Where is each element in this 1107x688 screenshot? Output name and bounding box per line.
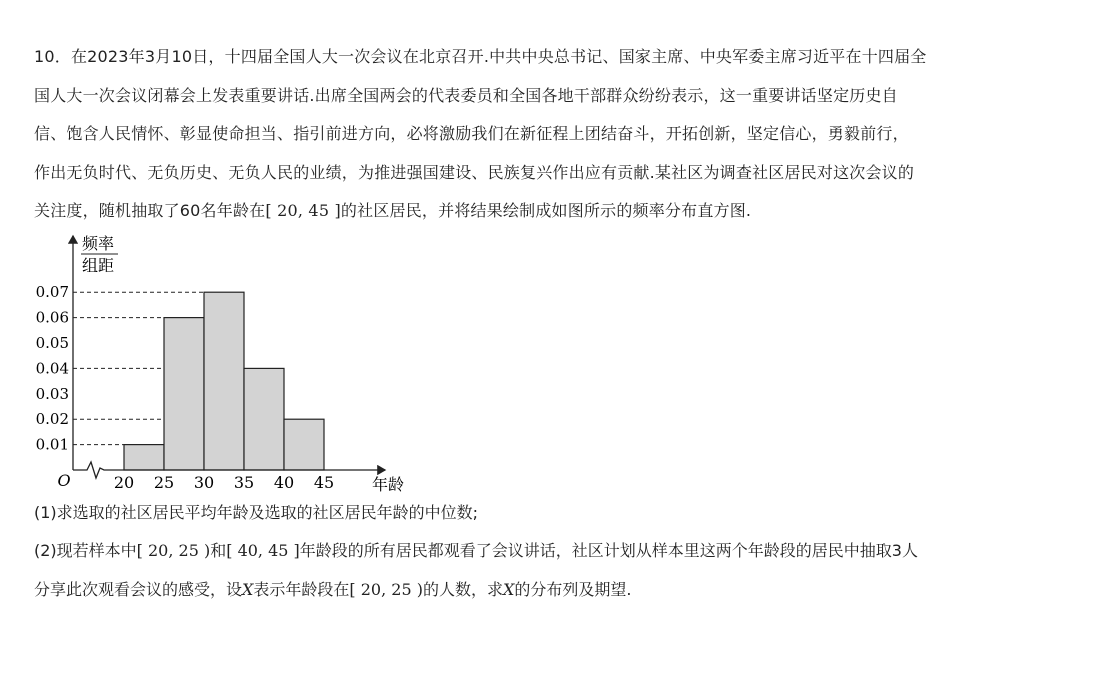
histogram-bars	[124, 292, 324, 470]
histogram-bar	[204, 292, 244, 470]
x-tick-label: 20	[113, 473, 135, 492]
problem-line-3: 信、饱含人民情怀、彰显使命担当、指引前进方向，必将激励我们在新征程上团结奋斗，开拓创新，坚定信心，勇毅前行，	[34, 124, 909, 143]
problem-text	[34, 38, 1084, 231]
origin-label: O	[57, 471, 71, 490]
interval-20-25: [ 20, 25 )	[136, 541, 211, 560]
y-tick-labels	[36, 283, 69, 453]
y-tick-label: 0.05	[35, 334, 69, 352]
x-tick-label: 35	[233, 473, 255, 492]
y-tick-label: 0.02	[35, 410, 69, 429]
problem-line-2: 国人大一次会议闭幕会上发表重要讲话.出席全国两会的代表委员和全国各地干部群众纷纷表示，这一重要讲话坚定历史自	[34, 85, 898, 105]
problem-line-5	[34, 192, 1084, 231]
question-1: (1)求选取的社区居民平均年龄及选取的社区居民年龄的中位数;	[34, 503, 479, 522]
interval-40-45: [ 40, 45 ]	[226, 541, 300, 560]
y-axis-label-top: 频率	[82, 234, 115, 253]
histogram-bar	[124, 445, 164, 470]
question-2-text-5: 的分布列及期望.	[514, 580, 632, 599]
frequency-histogram	[20, 228, 420, 498]
x-tick-label: 45	[313, 473, 335, 492]
y-tick-label: 0.04	[35, 359, 69, 378]
histogram-bar	[284, 419, 324, 470]
x-axis-label: 年龄	[372, 475, 405, 494]
question-2-prefix: (2)现若样本中	[34, 541, 137, 560]
y-axis-label-bottom: 组距	[82, 256, 115, 275]
problem-line-5-start: 关注度，随机抽取了60名年龄在	[34, 201, 266, 220]
question-2-text-3: 表示年龄段在	[253, 580, 350, 599]
problem-line-5-end: 的社区居民，并将结果绘制成如图所示的频率分布直方图.	[340, 201, 752, 220]
question-2-text: 年龄段的所有居民都观看了会议讲话，社区计划从样本里这两个年龄段的居民中抽取3人	[299, 541, 918, 560]
interval-20-25-second: [ 20, 25 )	[349, 580, 423, 599]
problem-line-1: 10．在2023年3月10日，十四届全国人大一次会议在北京召开.中共中央总书记、国家主席、中央军委主席习近平在十四届全	[34, 47, 927, 66]
variable-x: X	[242, 580, 254, 599]
x-tick-label: 30	[193, 473, 215, 492]
x-tick-label: 40	[273, 473, 295, 492]
x-tick-label: 25	[153, 473, 175, 492]
question-2-and: 和	[210, 541, 227, 560]
age-interval: [ 20, 45 ]	[265, 201, 341, 220]
question-2-line-1	[34, 536, 918, 566]
question-2-text-2: 分享此次观看会议的感受，设	[34, 580, 243, 599]
histogram-bar	[244, 368, 284, 470]
y-tick-label: 0.01	[35, 435, 69, 454]
question-2-line-2	[34, 575, 631, 605]
x-tick-labels	[114, 473, 334, 492]
y-tick-label: 0.06	[35, 308, 69, 327]
histogram-bar	[164, 318, 204, 470]
problem-line-4: 作出无负时代、无负历史、无负人民的业绩，为推进强国建设、民族复兴作出应有贡献.某社区为调查社区居民对这次会议的	[34, 162, 915, 182]
y-tick-label: 0.03	[35, 384, 69, 403]
variable-x-second: X	[502, 580, 515, 599]
y-tick-label: 0.07	[35, 283, 69, 302]
question-2-text-4: 的人数，求	[422, 580, 503, 599]
